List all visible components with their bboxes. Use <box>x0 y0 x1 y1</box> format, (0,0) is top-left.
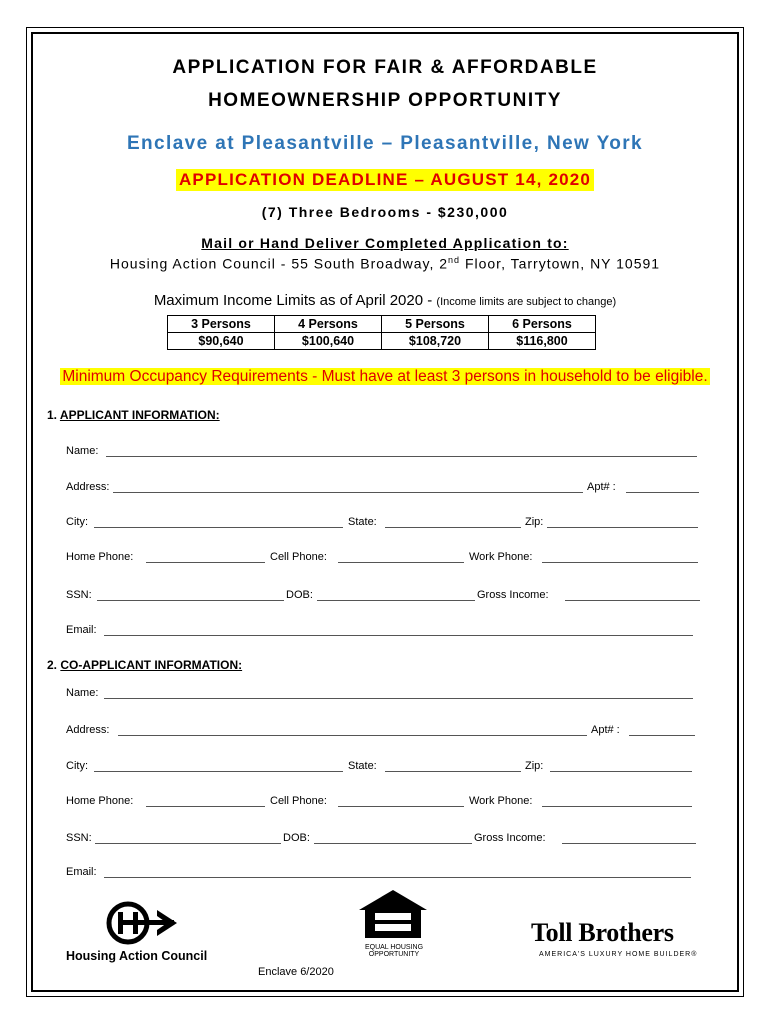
zip-label: Zip: <box>525 516 544 528</box>
apt-field[interactable] <box>629 735 695 736</box>
gross-income-field[interactable] <box>565 600 700 601</box>
table-header-cell: 5 Persons <box>382 316 489 333</box>
cell-phone-field[interactable] <box>338 562 464 563</box>
title-line-1: APPLICATION FOR FAIR & AFFORDABLE <box>172 57 598 78</box>
ssn-field[interactable] <box>97 600 284 601</box>
apt-label: Apt# : <box>587 481 616 493</box>
gross-income-field[interactable] <box>562 843 696 844</box>
applicant-name-row <box>66 445 700 461</box>
table-cell: $90,640 <box>168 333 275 350</box>
income-limits-table <box>167 315 596 350</box>
address-part-1: Housing Action Council - 55 South Broadway, 2 <box>109 255 449 272</box>
dob-label: DOB: <box>286 589 313 601</box>
address-ordinal: nd <box>448 255 461 265</box>
table-cell: $116,800 <box>489 333 596 350</box>
applicant-section-heading <box>47 408 220 422</box>
city-label: City: <box>66 760 88 772</box>
work-phone-label: Work Phone: <box>469 551 533 563</box>
table-header-cell: 3 Persons <box>168 316 275 333</box>
coapplicant-city-row <box>66 760 700 776</box>
work-phone-label: Work Phone: <box>469 795 533 807</box>
name-label: Name: <box>66 445 99 457</box>
address-field[interactable] <box>113 492 583 493</box>
min-occupancy-row <box>0 366 770 388</box>
zip-field[interactable] <box>547 527 698 528</box>
cell-phone-label: Cell Phone: <box>270 551 327 563</box>
coapplicant-section-heading <box>47 658 242 672</box>
income-limits-note: (Income limits are subject to change) <box>436 296 617 308</box>
table-row <box>168 333 596 350</box>
mailing-address <box>0 255 770 272</box>
name-label: Name: <box>66 687 99 699</box>
homes-offered: (7) Three Bedrooms - $230,000 <box>261 204 509 220</box>
work-phone-field[interactable] <box>542 562 698 563</box>
table-cell: $100,640 <box>275 333 382 350</box>
coapplicant-name-row <box>66 687 700 703</box>
ssn-field[interactable] <box>95 843 281 844</box>
hac-name: Housing Action Council <box>66 949 208 963</box>
state-label: State: <box>348 760 377 772</box>
table-header-cell: 6 Persons <box>489 316 596 333</box>
applicant-address-row <box>66 481 700 497</box>
zip-label: Zip: <box>525 760 544 772</box>
state-label: State: <box>348 516 377 528</box>
apt-field[interactable] <box>626 492 699 493</box>
home-phone-field[interactable] <box>146 562 265 563</box>
address-label: Address: <box>66 724 110 736</box>
name-field[interactable] <box>104 698 693 699</box>
dob-label: DOB: <box>283 832 310 844</box>
equal-housing-icon <box>357 888 429 946</box>
city-field[interactable] <box>94 771 343 772</box>
applicant-city-row <box>66 516 700 532</box>
gross-income-label: Gross Income: <box>474 832 546 844</box>
applicant-email-row <box>66 624 700 640</box>
email-field[interactable] <box>104 877 691 878</box>
address-label: Address: <box>66 481 110 493</box>
eho-line-2: OPPORTUNITY <box>368 951 420 958</box>
deadline-row <box>0 169 770 191</box>
state-field[interactable] <box>385 771 521 772</box>
address-field[interactable] <box>118 735 587 736</box>
income-limits-title: Maximum Income Limits as of April 2020 - <box>153 292 437 309</box>
cell-phone-field[interactable] <box>338 806 464 807</box>
state-field[interactable] <box>385 527 521 528</box>
city-field[interactable] <box>94 527 343 528</box>
home-phone-field[interactable] <box>146 806 265 807</box>
email-label: Email: <box>66 624 97 636</box>
email-field[interactable] <box>104 635 693 636</box>
dob-field[interactable] <box>314 843 472 844</box>
table-header-cell: 4 Persons <box>275 316 382 333</box>
mail-instruction: Mail or Hand Deliver Completed Application to: <box>201 235 569 251</box>
apt-label: Apt# : <box>591 724 620 736</box>
coapplicant-ssn-row <box>66 832 700 848</box>
hac-logo-icon <box>105 900 181 946</box>
section-title: APPLICANT INFORMATION: <box>59 408 220 422</box>
section-title: CO-APPLICANT INFORMATION: <box>60 658 243 672</box>
ssn-label: SSN: <box>66 832 92 844</box>
toll-brothers-tagline: AMERICA'S LUXURY HOME BUILDER® <box>539 951 698 958</box>
applicant-phone-row <box>66 551 700 567</box>
gross-income-label: Gross Income: <box>477 589 549 601</box>
table-cell: $108,720 <box>382 333 489 350</box>
min-occupancy-notice: Minimum Occupancy Requirements - Must have at least 3 persons in household to be eligible. <box>62 368 708 385</box>
work-phone-field[interactable] <box>542 806 692 807</box>
home-phone-label: Home Phone: <box>66 795 134 807</box>
table-header-row <box>168 316 596 333</box>
income-limits-heading <box>0 292 770 309</box>
home-phone-label: Home Phone: <box>66 551 134 563</box>
city-label: City: <box>66 516 88 528</box>
email-label: Email: <box>66 866 97 878</box>
coapplicant-address-row <box>66 724 700 740</box>
dob-field[interactable] <box>317 600 475 601</box>
applicant-ssn-row <box>66 589 700 605</box>
form-version: Enclave 6/2020 <box>258 966 334 978</box>
title-line-2: HOMEOWNERSHIP OPPORTUNITY <box>208 90 562 111</box>
subtitle: Enclave at Pleasantville – Pleasantville, New York <box>126 133 644 154</box>
section-number: 2. <box>47 658 61 672</box>
zip-field[interactable] <box>550 771 692 772</box>
section-number: 1. <box>47 408 60 422</box>
address-part-2: Floor, Tarrytown, NY 10591 <box>460 255 661 272</box>
toll-brothers-logo: Toll Brothers <box>531 918 674 947</box>
eho-caption <box>364 944 424 958</box>
deadline-banner: APPLICATION DEADLINE – AUGUST 14, 2020 <box>176 169 594 191</box>
coapplicant-email-row <box>66 866 700 882</box>
name-field[interactable] <box>106 456 697 457</box>
eho-line-1: EQUAL HOUSING <box>364 944 424 951</box>
ssn-label: SSN: <box>66 589 92 601</box>
coapplicant-phone-row <box>66 795 700 811</box>
cell-phone-label: Cell Phone: <box>270 795 327 807</box>
